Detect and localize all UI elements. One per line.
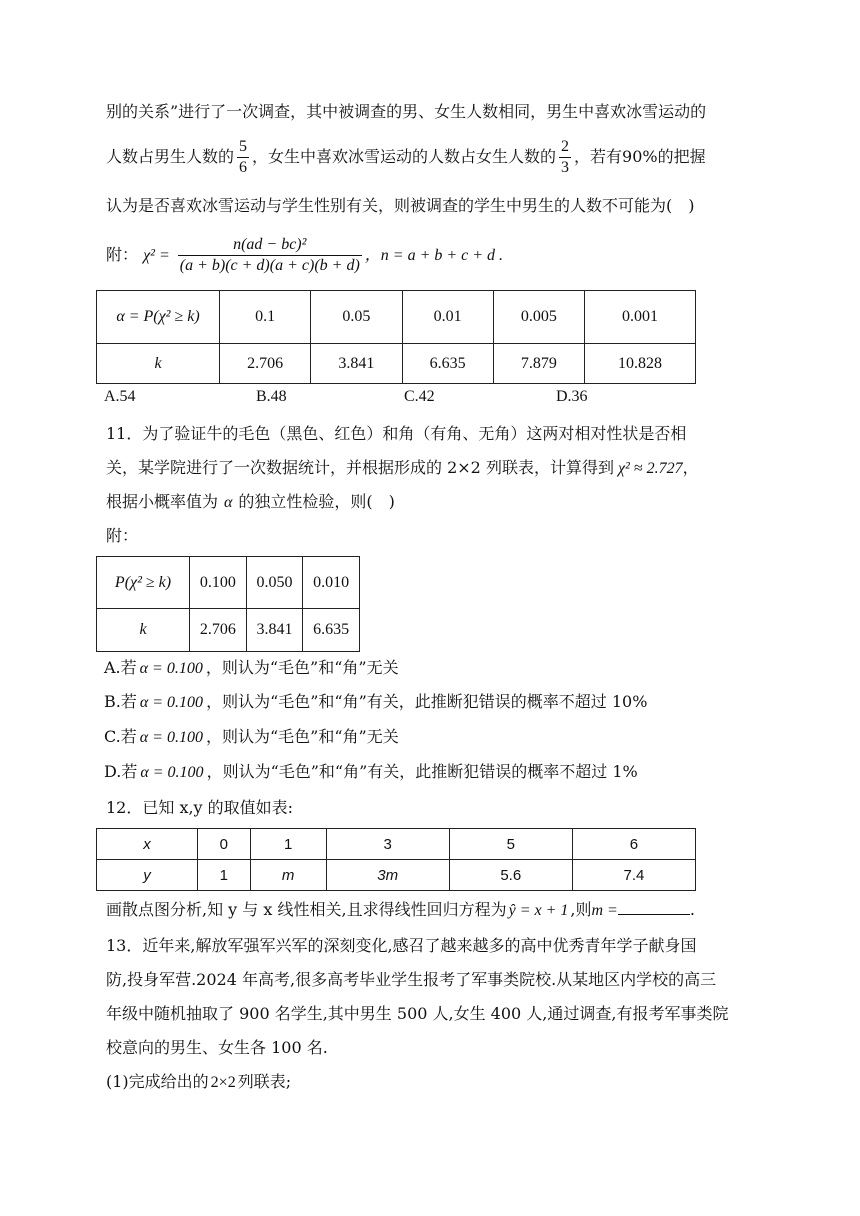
q10-line3: 认为是否喜欢冰雪运动与学生性别有关，则被调查的学生中男生的人数不可能为( ) xyxy=(106,196,695,215)
answer-blank xyxy=(618,900,690,915)
q13-line5: (1)完成给出的 2×2 列联表; xyxy=(106,1072,292,1091)
table-cell: 1 xyxy=(198,860,251,891)
q13-line1: 13．近年来,解放军强军兴军的深刻变化,感召了越来越多的高中优秀青年学子献身国 xyxy=(106,936,697,955)
q13-line3: 年级中随机抽取了 900 名学生,其中男生 500 人,女生 400 人,通过调查,有报考军事类院 xyxy=(106,1004,729,1023)
table-cell: 10.828 xyxy=(585,344,696,384)
table-cell: 3.841 xyxy=(246,609,303,652)
table-header-k: k xyxy=(97,344,220,384)
q13-line2: 防,投身军营.2024 年高考,很多高考毕业学生报考了军事类院校.从某地区内学校的高三 xyxy=(106,970,717,989)
q10-option-d: D.36 xyxy=(556,388,588,405)
chi-square-formula: 附： χ² = $\frac{\text{n(ad − bc)²}}{(a + b)(c + d)(a + c)(b + d)}$ ，n = a + b + c + d . xyxy=(106,236,504,274)
q11-critical-values-table xyxy=(96,556,360,652)
table-cell: 0.100 xyxy=(190,557,247,609)
table-cell: 5 xyxy=(449,829,572,860)
fraction-five-sixths: $\frac{5}{6}$ xyxy=(239,138,248,176)
fraction-two-thirds: $\frac{2}{3}$ xyxy=(561,138,570,176)
table-cell: 7.4 xyxy=(572,860,695,891)
q10-line2: 人数占男生人数的 $\frac{5}{6}$ ，女生中喜欢冰雪运动的人数占女生人数的 $\frac{2}{3}$ ，若有90%的把握 xyxy=(106,138,706,176)
table-header-alpha: α = P(χ² ≥ k) xyxy=(97,291,220,344)
table-header-k: k xyxy=(97,609,190,652)
table-header-y: y xyxy=(97,860,198,891)
table-cell: 3 xyxy=(326,829,449,860)
table-cell: 2.706 xyxy=(220,344,311,384)
xy-values-table xyxy=(96,828,696,891)
table-cell: 0.050 xyxy=(246,557,303,609)
table-header-p: P(χ² ≥ k) xyxy=(97,557,190,609)
q11-line1: 11．为了验证牛的毛色（黑色、红色）和角（有角、无角）这两对相对性状是否相 xyxy=(106,424,687,443)
table-cell: 6 xyxy=(572,829,695,860)
q12-line1: 12．已知 x,y 的取值如表: xyxy=(106,798,294,817)
q11-option-c: C.若 α = 0.100 ，则认为“毛色”和“角”无关 xyxy=(104,727,399,746)
table-cell: 1 xyxy=(250,829,326,860)
table-cell: 5.6 xyxy=(449,860,572,891)
q11-note-label: 附： xyxy=(106,526,139,545)
q11-option-d: D.若 α = 0.100 ，则认为“毛色”和“角”有关，此推断犯错误的概率不超过 1% xyxy=(104,762,638,781)
critical-values-table xyxy=(96,290,696,384)
q11-option-b: B.若 α = 0.100 ，则认为“毛色”和“角”有关，此推断犯错误的概率不超过 10% xyxy=(104,692,648,711)
table-cell: 0.05 xyxy=(311,291,402,344)
q11-line3: 根据小概率值为 α 的独立性检验，则( ) xyxy=(106,492,395,511)
table-cell: 0.001 xyxy=(585,291,696,344)
table-cell: 0.005 xyxy=(493,291,584,344)
q13-line4: 校意向的男生、女生各 100 名. xyxy=(106,1038,328,1057)
table-header-x: x xyxy=(97,829,198,860)
table-cell: 6.635 xyxy=(402,344,493,384)
q10-line1: 别的关系”进行了一次调查，其中被调查的男、女生人数相同，男生中喜欢冰雪运动的 xyxy=(106,102,707,121)
table-cell: 6.635 xyxy=(303,609,360,652)
table-cell: 0 xyxy=(198,829,251,860)
q10-option-a: A.54 xyxy=(104,388,136,405)
table-cell: 0.01 xyxy=(402,291,493,344)
table-cell: m xyxy=(250,860,326,891)
q10-option-b: B.48 xyxy=(256,388,287,405)
table-cell: 3m xyxy=(326,860,449,891)
q11-line2: 关，某学院进行了一次数据统计，并根据形成的 2×2 列联表，计算得到 χ² ≈ 2.727， xyxy=(106,458,699,477)
table-cell: 7.879 xyxy=(493,344,584,384)
q11-option-a: A.若 α = 0.100 ，则认为“毛色”和“角”无关 xyxy=(104,658,399,677)
table-cell: 0.1 xyxy=(220,291,311,344)
table-cell: 3.841 xyxy=(311,344,402,384)
q10-option-c: C.42 xyxy=(404,388,435,405)
q12-line2: 画散点图分析,知 y 与 x 线性相关,且求得线性回归方程为 ŷ = x + 1 ,则m = . xyxy=(106,900,695,919)
table-cell: 0.010 xyxy=(303,557,360,609)
table-cell: 2.706 xyxy=(190,609,247,652)
